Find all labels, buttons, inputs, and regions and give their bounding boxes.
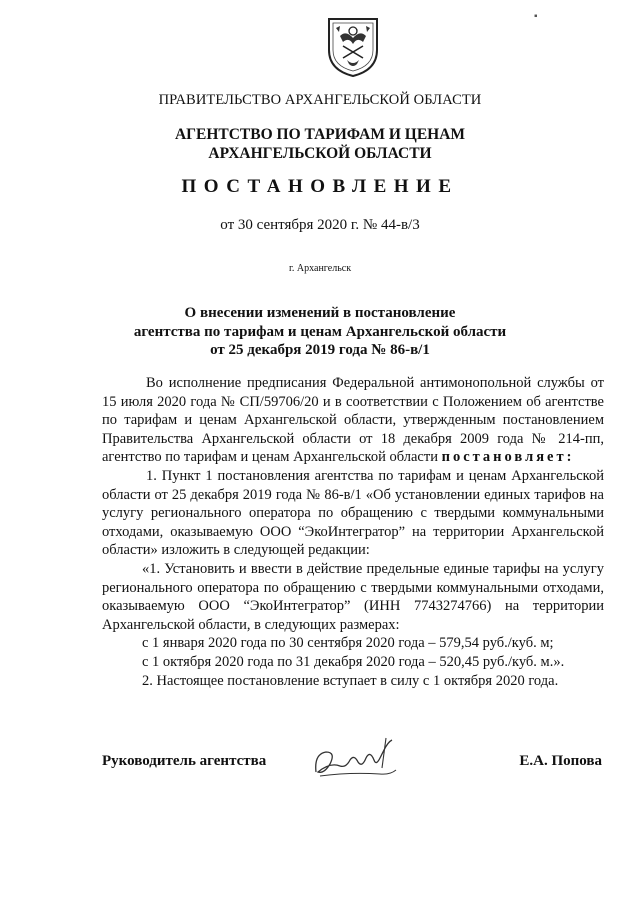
preamble-text: Во исполнение предписания Федеральной антимонопольной службы от 15 июля 2020 года № СП/59706/20 и в соответствии с Положением об агентстве по тарифам и ценам Архангельской области, утвержденным постановлением Правительства Архангельской области от 18 декабря 2009 года № 214-пп, агентство по тарифам и ценам Архангельской области bbox=[102, 375, 604, 466]
signatory-name: Е.А. Попова bbox=[519, 753, 602, 769]
title-line-3: от 25 декабря 2019 года № 86-в/1 bbox=[210, 342, 430, 358]
title-line-1: О внесении изменений в постановление bbox=[184, 305, 456, 321]
document-title bbox=[0, 304, 640, 360]
decrees-word: постановляет: bbox=[441, 449, 575, 466]
document-body bbox=[102, 374, 604, 690]
item-2-paragraph: 2. Настоящее постановление вступает в силу с 1 октября 2020 года. bbox=[142, 672, 559, 689]
document-type: ПОСТАНОВЛЕНИЕ bbox=[181, 176, 459, 197]
document-date-number: от 30 сентября 2020 г. № 44-в/3 bbox=[220, 217, 420, 233]
scan-mark: ▪ bbox=[534, 11, 538, 22]
document-city: г. Архангельск bbox=[288, 263, 352, 274]
agency-header bbox=[0, 125, 640, 163]
agency-line-1: АГЕНТСТВО ПО ТАРИФАМ И ЦЕНАМ bbox=[174, 126, 466, 143]
quoted-clause-paragraph: «1. Установить и ввести в действие предельные единые тарифы на услугу регионального оператора по обращению с твердыми коммунальными отходами, оказываемую ООО “ЭкоИнтегратор” (ИНН 7743274766) на территории Архангельской области, в следующих размерах: bbox=[102, 560, 604, 633]
tariff-line-2: с 1 октября 2020 года по 31 декабря 2020 года – 520,45 руб./куб. м.». bbox=[142, 653, 565, 670]
government-header: ПРАВИТЕЛЬСТВО АРХАНГЕЛЬСКОЙ ОБЛАСТИ bbox=[158, 92, 482, 108]
item-1-paragraph: 1. Пункт 1 постановления агентства по тарифам и ценам Архангельской области от 25 декабря 2019 года № 86-в/1 «Об установлении единых тарифов на услугу регионального оператора по обращению с твердыми коммунальными отходами, оказываемую ООО “ЭкоИнтегратор” на территории Архангельской области» изложить в следующей редакции: bbox=[102, 467, 604, 559]
title-line-2: агентства по тарифам и ценам Архангельской области bbox=[133, 323, 507, 340]
agency-line-2: АРХАНГЕЛЬСКОЙ ОБЛАСТИ bbox=[208, 145, 432, 162]
signatory-position: Руководитель агентства bbox=[102, 753, 267, 769]
coat-of-arms-icon bbox=[326, 16, 380, 78]
tariff-line-1: с 1 января 2020 года по 30 сентября 2020 года – 579,54 руб./куб. м; bbox=[142, 635, 554, 652]
preamble-paragraph bbox=[102, 374, 604, 467]
handwritten-signature bbox=[310, 732, 402, 784]
